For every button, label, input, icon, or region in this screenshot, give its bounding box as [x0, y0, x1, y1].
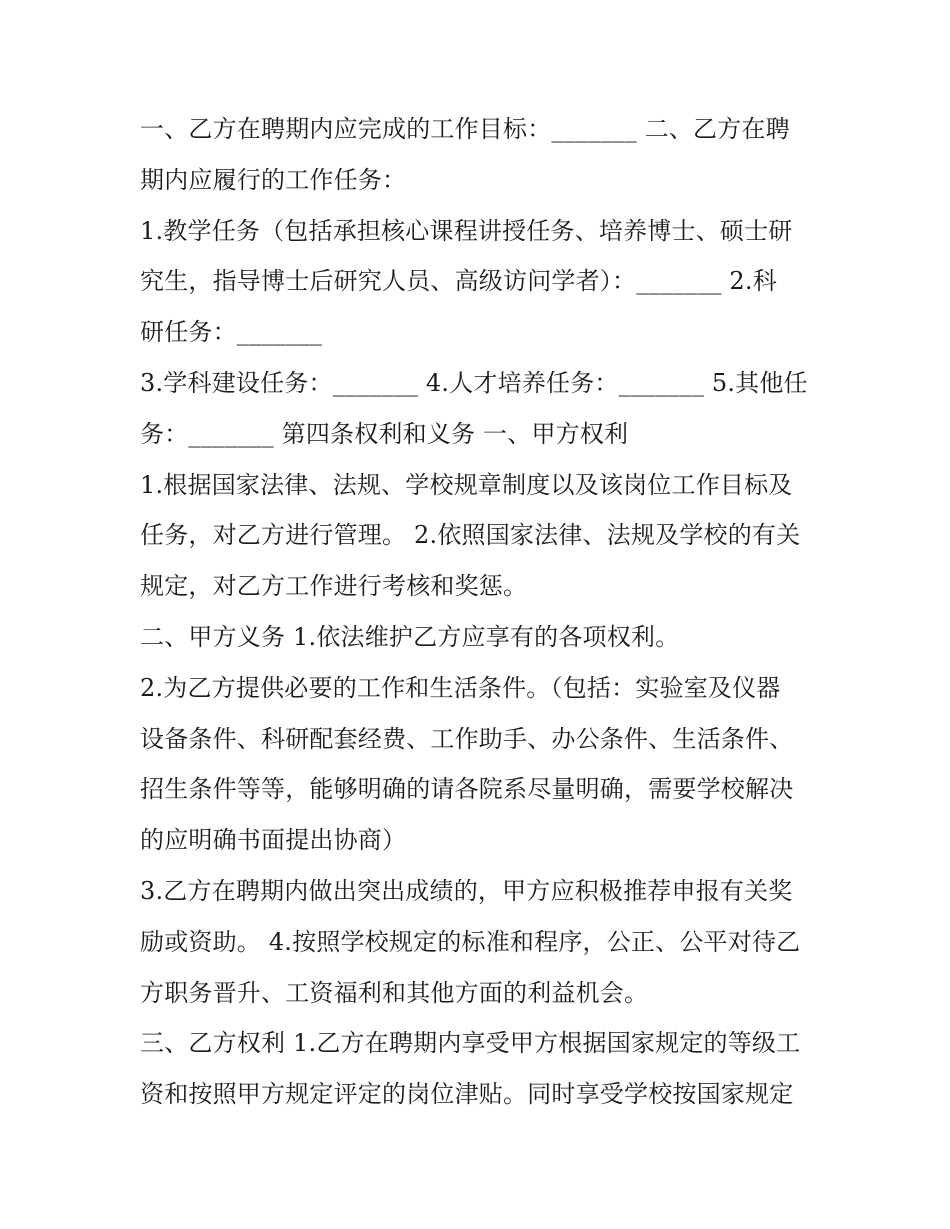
text-line-10: 规定，对乙方工作进行考核和奖惩。	[140, 572, 528, 601]
text-line-16: 3.乙方在聘期内做出突出成绩的，甲方应积极推荐申报有关奖	[140, 876, 793, 905]
text-line-5: 研任务：_______	[140, 318, 323, 347]
text-line-20: 资和按照甲方规定评定的岗位津贴。同时享受学校按国家规定	[140, 1080, 794, 1109]
text-line-7: 务：_______ 第四条权利和义务 一、甲方权利	[140, 419, 629, 448]
text-line-2: 期内应履行的工作任务：	[140, 165, 407, 194]
text-line-4: 究生，指导博士后研究人员、高级访问学者）：_______ 2.科	[140, 267, 777, 296]
text-line-8: 1.根据国家法律、法规、学校规章制度以及该岗位工作目标及	[140, 470, 793, 499]
text-line-13: 设备条件、科研配套经费、工作助手、办公条件、生活条件、	[140, 724, 794, 753]
text-line-15: 的应明确书面提出协商）	[140, 826, 407, 855]
text-line-17: 励或资助。 4.按照学校规定的标准和程序，公正、公平对待乙	[140, 927, 801, 956]
document-body	[140, 104, 820, 1120]
text-line-6: 3.学科建设任务：_______ 4.人才培养任务：_______ 5.其他任	[140, 368, 808, 397]
text-line-11: 二、甲方义务 1.依法维护乙方应享有的各项权利。	[140, 622, 680, 651]
text-line-9: 任务，对乙方进行管理。 2.依照国家法律、法规及学校的有关	[140, 521, 801, 550]
text-line-1: 一、乙方在聘期内应完成的工作目标：_______ 二、乙方在聘	[140, 115, 790, 143]
text-line-19: 三、乙方权利 1.乙方在聘期内享受甲方根据国家规定的等级工	[140, 1029, 801, 1058]
text-line-14: 招生条件等等，能够明确的请各院系尽量明确，需要学校解决	[140, 775, 794, 804]
text-line-12: 2.为乙方提供必要的工作和生活条件。（包括：实验室及仪器	[140, 673, 781, 702]
text-line-3: 1.教学任务（包括承担核心课程讲授任务、培养博士、硕士研	[140, 216, 793, 245]
text-line-18: 方职务晋升、工资福利和其他方面的利益机会。	[140, 978, 649, 1007]
